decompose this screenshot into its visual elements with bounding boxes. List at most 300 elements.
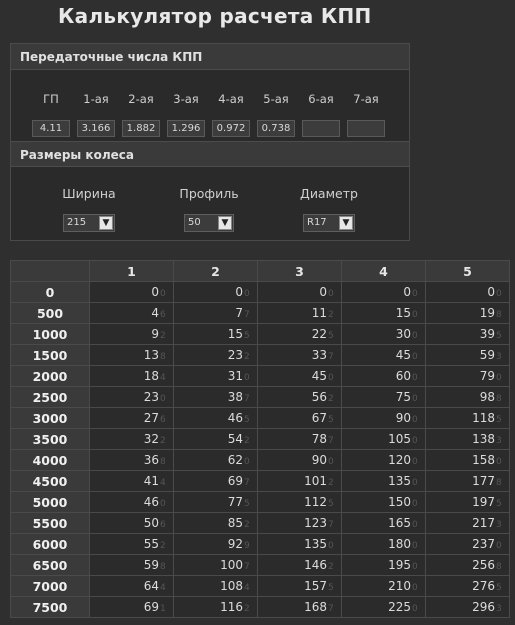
speed-value: 59 [143,558,159,572]
speed-cell [426,597,510,618]
speed-cell [90,492,174,513]
chevron-down-icon: ▼ [339,216,353,230]
speed-cell [258,492,342,513]
speed-cell [90,345,174,366]
chevron-down-icon: ▼ [99,216,113,230]
table-row [11,324,510,345]
speed-fraction: 5 [244,415,250,425]
speed-value: 0 [487,285,495,299]
speed-fraction: 0 [244,373,250,383]
page-title: Калькулятор расчета КПП [58,4,372,28]
speed-value: 98 [479,390,495,404]
speed-fraction: 4 [160,373,166,383]
speed-fraction: 8 [496,310,502,320]
gear-label-5: 5-ая [263,92,289,106]
speed-fraction: 8 [496,394,502,404]
table-row [11,576,510,597]
speed-value: 108 [220,579,243,593]
speed-fraction: 5 [244,499,250,509]
speed-value: 105 [388,432,411,446]
width-select[interactable] [63,214,115,232]
speed-value: 168 [304,600,327,614]
speed-value: 0 [319,285,327,299]
speed-value: 78 [311,432,327,446]
gear-ratio-7-input[interactable] [347,120,385,137]
gear-ratio-3-input[interactable]: 1.296 [167,120,205,137]
speed-value: 46 [143,495,159,509]
speed-fraction: 7 [244,562,250,572]
speed-fraction: 0 [412,373,418,383]
chevron-down-icon: ▼ [218,216,232,230]
speed-fraction: 0 [496,373,502,383]
rpm-cell: 2000 [11,366,90,387]
speed-value: 0 [235,285,243,299]
speed-value: 36 [143,453,159,467]
speed-value: 112 [304,495,327,509]
speed-fraction: 0 [496,289,502,299]
speed-fraction: 7 [244,478,250,488]
speed-value: 13 [143,348,159,362]
speed-value: 100 [220,558,243,572]
speed-value: 69 [227,474,243,488]
speed-value: 90 [311,453,327,467]
speed-cell [426,345,510,366]
gear-column-1: 1 [90,261,174,282]
speed-cell [174,366,258,387]
speed-fraction: 8 [496,562,502,572]
speed-fraction: 3 [496,604,502,614]
speed-value: 123 [304,516,327,530]
speed-fraction: 6 [160,415,166,425]
speed-value: 15 [227,327,243,341]
profile-select-value: 50 [188,217,201,228]
table-row [11,597,510,618]
speed-value: 27 [143,411,159,425]
speed-fraction: 6 [160,310,166,320]
speed-cell [258,471,342,492]
speed-fraction: 8 [160,457,166,467]
speed-fraction: 0 [328,541,334,551]
speed-fraction: 5 [328,583,334,593]
speed-fraction: 5 [328,499,334,509]
speed-cell [90,513,174,534]
speed-fraction: 2 [244,436,250,446]
rpm-cell: 7000 [11,576,90,597]
speed-fraction: 0 [412,289,418,299]
speed-fraction: 2 [244,352,250,362]
speed-fraction: 0 [244,457,250,467]
speed-cell [258,576,342,597]
speed-cell [426,534,510,555]
speed-cell [258,387,342,408]
speed-cell [174,576,258,597]
speed-cell [90,366,174,387]
speed-fraction: 2 [328,310,334,320]
speed-cell [174,303,258,324]
speed-cell [426,282,510,303]
speed-value: 118 [472,411,495,425]
speed-value: 11 [311,306,327,320]
table-row [11,345,510,366]
speed-fraction: 0 [412,520,418,530]
speed-value: 276 [472,579,495,593]
gear-ratios-heading: Передаточные числа КПП [11,44,409,70]
speed-cell [342,366,426,387]
speed-fraction: 0 [412,499,418,509]
rpm-cell: 3000 [11,408,90,429]
speed-cell [426,471,510,492]
speed-cell [90,534,174,555]
speed-cell [426,555,510,576]
speed-value: 146 [304,558,327,572]
speed-value: 18 [143,369,159,383]
speed-cell [258,597,342,618]
table-row [11,471,510,492]
gear-label-4: 4-ая [218,92,244,106]
speed-fraction: 9 [244,541,250,551]
speed-cell [258,429,342,450]
speed-value: 197 [472,495,495,509]
speed-cell [258,555,342,576]
speed-value: 41 [143,474,159,488]
speed-cell [258,282,342,303]
rpm-cell: 7500 [11,597,90,618]
speed-value: 0 [151,285,159,299]
speed-cell [174,429,258,450]
speed-fraction: 7 [328,604,334,614]
rpm-cell: 1500 [11,345,90,366]
speed-value: 116 [220,600,243,614]
speed-value: 59 [479,348,495,362]
speed-value: 19 [479,306,495,320]
diameter-select-value: R17 [307,217,327,228]
speed-fraction: 0 [328,373,334,383]
speed-value: 92 [227,537,243,551]
speed-cell [90,387,174,408]
table-row [11,450,510,471]
speed-cell [426,429,510,450]
speed-cell [342,576,426,597]
speed-fraction: 2 [160,436,166,446]
speed-fraction: 5 [496,331,502,341]
speed-value: 23 [143,390,159,404]
speed-cell [90,471,174,492]
speed-value: 69 [143,600,159,614]
speed-value: 296 [472,600,495,614]
speed-cell [342,429,426,450]
rpm-cell: 500 [11,303,90,324]
rpm-cell: 4000 [11,450,90,471]
speed-value: 237 [472,537,495,551]
width-label: Ширина [62,186,116,201]
speed-fraction: 5 [496,499,502,509]
speed-fraction: 0 [412,541,418,551]
speed-fraction: 0 [496,541,502,551]
speed-fraction: 2 [328,562,334,572]
speed-cell [342,450,426,471]
speed-value: 85 [227,516,243,530]
speed-fraction: 2 [244,604,250,614]
diameter-label: Диаметр [300,186,358,201]
speed-cell [342,282,426,303]
settings-panel [10,43,410,241]
speed-fraction: 0 [160,394,166,404]
speed-value: 60 [395,369,411,383]
speed-value: 75 [395,390,411,404]
speed-value: 0 [403,285,411,299]
speed-cell [174,513,258,534]
rpm-cell: 1000 [11,324,90,345]
speed-value: 55 [143,537,159,551]
speed-cell [90,408,174,429]
speed-cell [90,303,174,324]
table-row [11,303,510,324]
table-row [11,555,510,576]
speed-value: 157 [304,579,327,593]
speed-cell [342,555,426,576]
gear-column-2: 2 [174,261,258,282]
speed-value: 101 [304,474,327,488]
speed-value: 64 [143,579,159,593]
speed-value: 30 [395,327,411,341]
profile-select[interactable] [184,214,234,232]
speed-fraction: 4 [160,478,166,488]
speed-cell [426,450,510,471]
table-corner [11,261,90,282]
width-select-value: 215 [67,217,87,228]
speed-value: 46 [227,411,243,425]
speed-value: 180 [388,537,411,551]
speed-fraction: 7 [328,436,334,446]
speed-value: 90 [395,411,411,425]
table-row [11,429,510,450]
speed-cell [426,408,510,429]
speed-value: 45 [311,369,327,383]
speed-cell [342,534,426,555]
speed-value: 217 [472,516,495,530]
gear-column-4: 4 [342,261,426,282]
speed-value: 62 [227,453,243,467]
speed-value: 45 [395,348,411,362]
rpm-cell: 5500 [11,513,90,534]
table-header-row [11,261,510,282]
gear-ratio-6-input[interactable] [302,120,340,137]
speed-value: 135 [388,474,411,488]
speed-fraction: 2 [160,331,166,341]
speed-fraction: 0 [412,604,418,614]
speed-fraction: 0 [244,289,250,299]
speed-fraction: 0 [328,457,334,467]
speed-cell [258,345,342,366]
table-row [11,366,510,387]
speed-fraction: 8 [160,352,166,362]
speed-cell [174,555,258,576]
speed-value: 32 [143,432,159,446]
speed-cell [342,513,426,534]
speed-value: 56 [311,390,327,404]
speed-fraction: 5 [496,415,502,425]
speed-cell [174,282,258,303]
gear-ratio-2-input[interactable]: 1.882 [122,120,160,137]
speed-value: 150 [388,495,411,509]
rpm-cell: 5000 [11,492,90,513]
speed-cell [426,324,510,345]
speed-fraction: 6 [160,520,166,530]
speed-cell [90,576,174,597]
speed-cell [258,408,342,429]
gear-ratio-5-input[interactable]: 0.738 [257,120,295,137]
speed-value: 4 [151,306,159,320]
speed-fraction: 0 [412,478,418,488]
profile-label: Профиль [179,186,239,201]
speed-cell [426,492,510,513]
rpm-cell: 0 [11,282,90,303]
speed-cell [426,513,510,534]
gear-label-2: 2-ая [128,92,154,106]
speed-value: 39 [479,327,495,341]
speed-value: 33 [311,348,327,362]
speed-cell [342,492,426,513]
gear-label-3: 3-ая [173,92,199,106]
speed-value: 225 [388,600,411,614]
speed-fraction: 5 [496,583,502,593]
speed-cell [342,597,426,618]
speed-value: 77 [227,495,243,509]
speed-value: 7 [235,306,243,320]
speed-cell [174,492,258,513]
speed-value: 67 [311,411,327,425]
speed-fraction: 8 [496,478,502,488]
speed-value: 120 [388,453,411,467]
speed-fraction: 0 [412,310,418,320]
speed-fraction: 3 [496,520,502,530]
gear-ratio-main-input[interactable]: 4.11 [32,120,70,137]
gear-label-main: ГП [43,92,59,106]
speed-value: 54 [227,432,243,446]
speed-cell [342,324,426,345]
speed-cell [174,387,258,408]
speed-fraction: 0 [412,352,418,362]
speed-cell [258,513,342,534]
table-row [11,282,510,303]
speed-table [10,260,510,618]
speed-cell [258,366,342,387]
speed-fraction: 2 [160,541,166,551]
speed-fraction: 0 [412,583,418,593]
speed-cell [258,534,342,555]
speed-value: 79 [479,369,495,383]
speed-fraction: 5 [328,331,334,341]
speed-cell [90,282,174,303]
rpm-cell: 6000 [11,534,90,555]
table-row [11,534,510,555]
gear-label-6: 6-ая [308,92,334,106]
speed-cell [426,576,510,597]
speed-cell [342,303,426,324]
rpm-cell: 4500 [11,471,90,492]
speed-value: 31 [227,369,243,383]
speed-fraction: 5 [328,415,334,425]
speed-fraction: 7 [244,394,250,404]
speed-fraction: 0 [496,457,502,467]
speed-cell [90,597,174,618]
speed-cell [174,471,258,492]
speed-cell [174,324,258,345]
speed-fraction: 0 [412,331,418,341]
speed-fraction: 8 [160,562,166,572]
gear-label-1: 1-ая [83,92,109,106]
speed-cell [426,303,510,324]
speed-value: 177 [472,474,495,488]
gear-ratio-1-input[interactable]: 3.166 [77,120,115,137]
speed-cell [174,450,258,471]
speed-cell [342,345,426,366]
gear-column-5: 5 [426,261,510,282]
speed-fraction: 0 [412,436,418,446]
table-row [11,492,510,513]
speed-value: 23 [227,348,243,362]
speed-fraction: 0 [412,562,418,572]
speed-value: 9 [151,327,159,341]
table-row [11,513,510,534]
speed-fraction: 0 [160,499,166,509]
speed-value: 135 [304,537,327,551]
speed-fraction: 4 [160,583,166,593]
speed-cell [90,555,174,576]
speed-fraction: 2 [328,478,334,488]
speed-cell [258,450,342,471]
speed-cell [90,324,174,345]
speed-fraction: 0 [160,289,166,299]
speed-fraction: 0 [328,289,334,299]
speed-cell [174,597,258,618]
rpm-cell: 2500 [11,387,90,408]
speed-value: 256 [472,558,495,572]
speed-fraction: 0 [412,415,418,425]
speed-fraction: 7 [244,310,250,320]
speed-fraction: 0 [412,394,418,404]
speed-cell [342,408,426,429]
table-row [11,387,510,408]
speed-value: 22 [311,327,327,341]
speed-fraction: 5 [244,331,250,341]
speed-cell [258,324,342,345]
speed-value: 195 [388,558,411,572]
speed-cell [258,303,342,324]
speed-value: 50 [143,516,159,530]
speed-cell [174,534,258,555]
speed-fraction: 2 [244,520,250,530]
speed-value: 38 [227,390,243,404]
gear-ratio-4-input[interactable]: 0.972 [212,120,250,137]
speed-cell [90,450,174,471]
speed-value: 138 [472,432,495,446]
diameter-select[interactable] [303,214,355,232]
speed-fraction: 3 [496,352,502,362]
speed-value: 210 [388,579,411,593]
rpm-cell: 6500 [11,555,90,576]
speed-fraction: 7 [328,520,334,530]
speed-cell [90,429,174,450]
speed-value: 15 [395,306,411,320]
gear-column-3: 3 [258,261,342,282]
speed-fraction: 2 [328,394,334,404]
rpm-cell: 3500 [11,429,90,450]
speed-cell [174,408,258,429]
speed-cell [426,387,510,408]
speed-fraction: 0 [412,457,418,467]
speed-cell [174,345,258,366]
